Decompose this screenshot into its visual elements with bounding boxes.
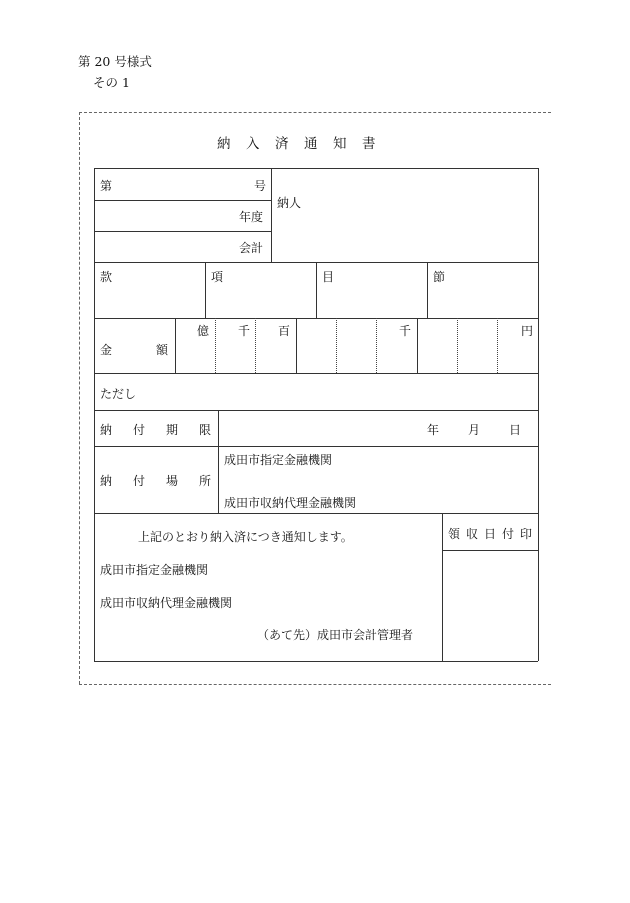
designated-bank-text: 成田市指定金融機関 <box>224 453 333 467</box>
payment-place-label: 納 付 場 所 <box>100 474 211 488</box>
notice-agent-bank: 成田市収納代理金融機関 <box>100 596 233 610</box>
stamp-area <box>443 551 537 660</box>
fiscal-year-label: 年度 <box>239 210 264 224</box>
amount-unit-oku: 億 <box>197 324 210 338</box>
payer-label: 納人 <box>277 196 302 210</box>
deadline-year-label: 年 <box>427 423 440 437</box>
amount-unit-sen-2: 千 <box>399 324 412 338</box>
form-number: 第 20 号様式 <box>78 54 152 69</box>
budget-moku-label: 目 <box>322 270 335 284</box>
amount-unit-yen: 円 <box>521 324 534 338</box>
receipt-date-stamp-label: 領 収 日 付 印 <box>448 527 532 541</box>
number-suffix-label: 号 <box>254 179 267 193</box>
agent-bank-text: 成田市収納代理金融機関 <box>224 496 357 510</box>
notice-message: 上記のとおり納入済につき通知します。 <box>138 530 353 544</box>
budget-kan-label: 款 <box>100 270 113 284</box>
account-label: 会計 <box>239 241 264 255</box>
payment-deadline-label: 納 付 期 限 <box>100 423 211 437</box>
deadline-day-label: 日 <box>509 423 522 437</box>
amount-label: 金 額 <box>100 343 168 357</box>
document-title: 納 入 済 通 知 書 <box>217 136 377 152</box>
deadline-month-label: 月 <box>468 423 481 437</box>
amount-unit-hyaku: 百 <box>278 324 291 338</box>
notice-addressee: （あて先）成田市会計管理者 <box>257 628 414 642</box>
amount-unit-sen: 千 <box>238 324 251 338</box>
note-label: ただし <box>100 387 137 401</box>
notice-designated-bank: 成田市指定金融機関 <box>100 563 209 577</box>
number-prefix-label: 第 <box>100 179 113 193</box>
budget-kou-label: 項 <box>211 270 224 284</box>
form-sub-number: その 1 <box>93 75 130 90</box>
budget-setsu-label: 節 <box>433 270 446 284</box>
